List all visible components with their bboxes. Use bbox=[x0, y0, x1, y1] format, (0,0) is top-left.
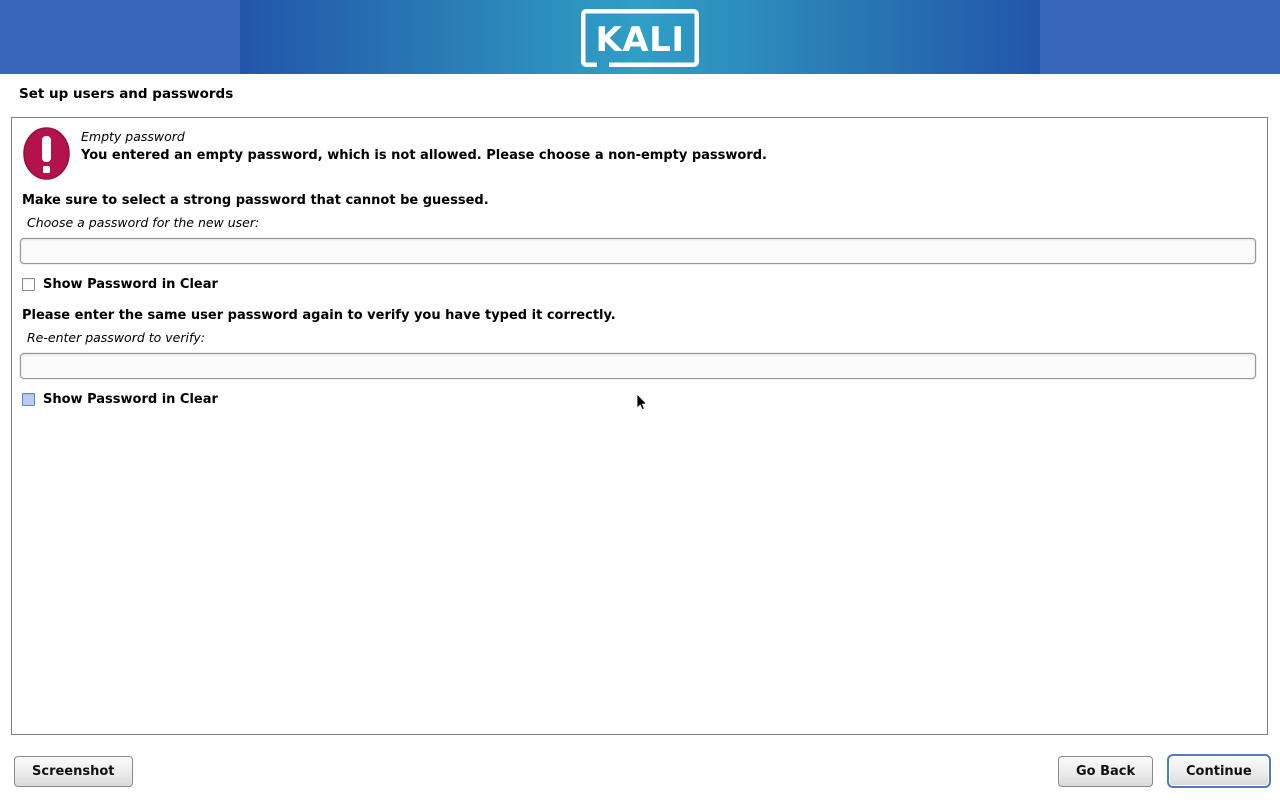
header-banner bbox=[0, 0, 1280, 74]
show-password-label-1[interactable]: Show Password in Clear bbox=[43, 277, 218, 292]
password-field-label: Choose a password for the new user: bbox=[27, 215, 260, 230]
error-title: Empty password bbox=[81, 129, 185, 144]
error-message: You entered an empty password, which is not allowed. Please choose a non-empty password. bbox=[81, 148, 767, 163]
password-section-heading: Make sure to select a strong password that cannot be guessed. bbox=[22, 193, 489, 208]
error-icon bbox=[23, 127, 71, 181]
verify-password-input[interactable] bbox=[20, 353, 1256, 379]
kali-logo-text: KALI bbox=[595, 20, 685, 60]
show-password-checkbox-1[interactable] bbox=[22, 278, 35, 291]
continue-button[interactable]: Continue bbox=[1167, 754, 1271, 788]
show-password-checkbox-2[interactable] bbox=[22, 393, 35, 406]
kali-logo-frame bbox=[581, 9, 699, 67]
verify-section-heading: Please enter the same user password again to verify you have typed it correctly. bbox=[22, 308, 616, 323]
page-title: Set up users and passwords bbox=[19, 86, 234, 102]
kali-logo bbox=[240, 9, 1040, 67]
screenshot-button[interactable]: Screenshot bbox=[14, 756, 133, 787]
verify-field-label: Re-enter password to verify: bbox=[27, 330, 205, 345]
show-password-label-2[interactable]: Show Password in Clear bbox=[43, 392, 218, 407]
password-input[interactable] bbox=[20, 238, 1256, 264]
show-password-row-1[interactable] bbox=[22, 277, 218, 292]
go-back-button[interactable]: Go Back bbox=[1058, 756, 1153, 787]
content-panel bbox=[11, 117, 1268, 735]
show-password-row-2[interactable] bbox=[22, 392, 218, 407]
